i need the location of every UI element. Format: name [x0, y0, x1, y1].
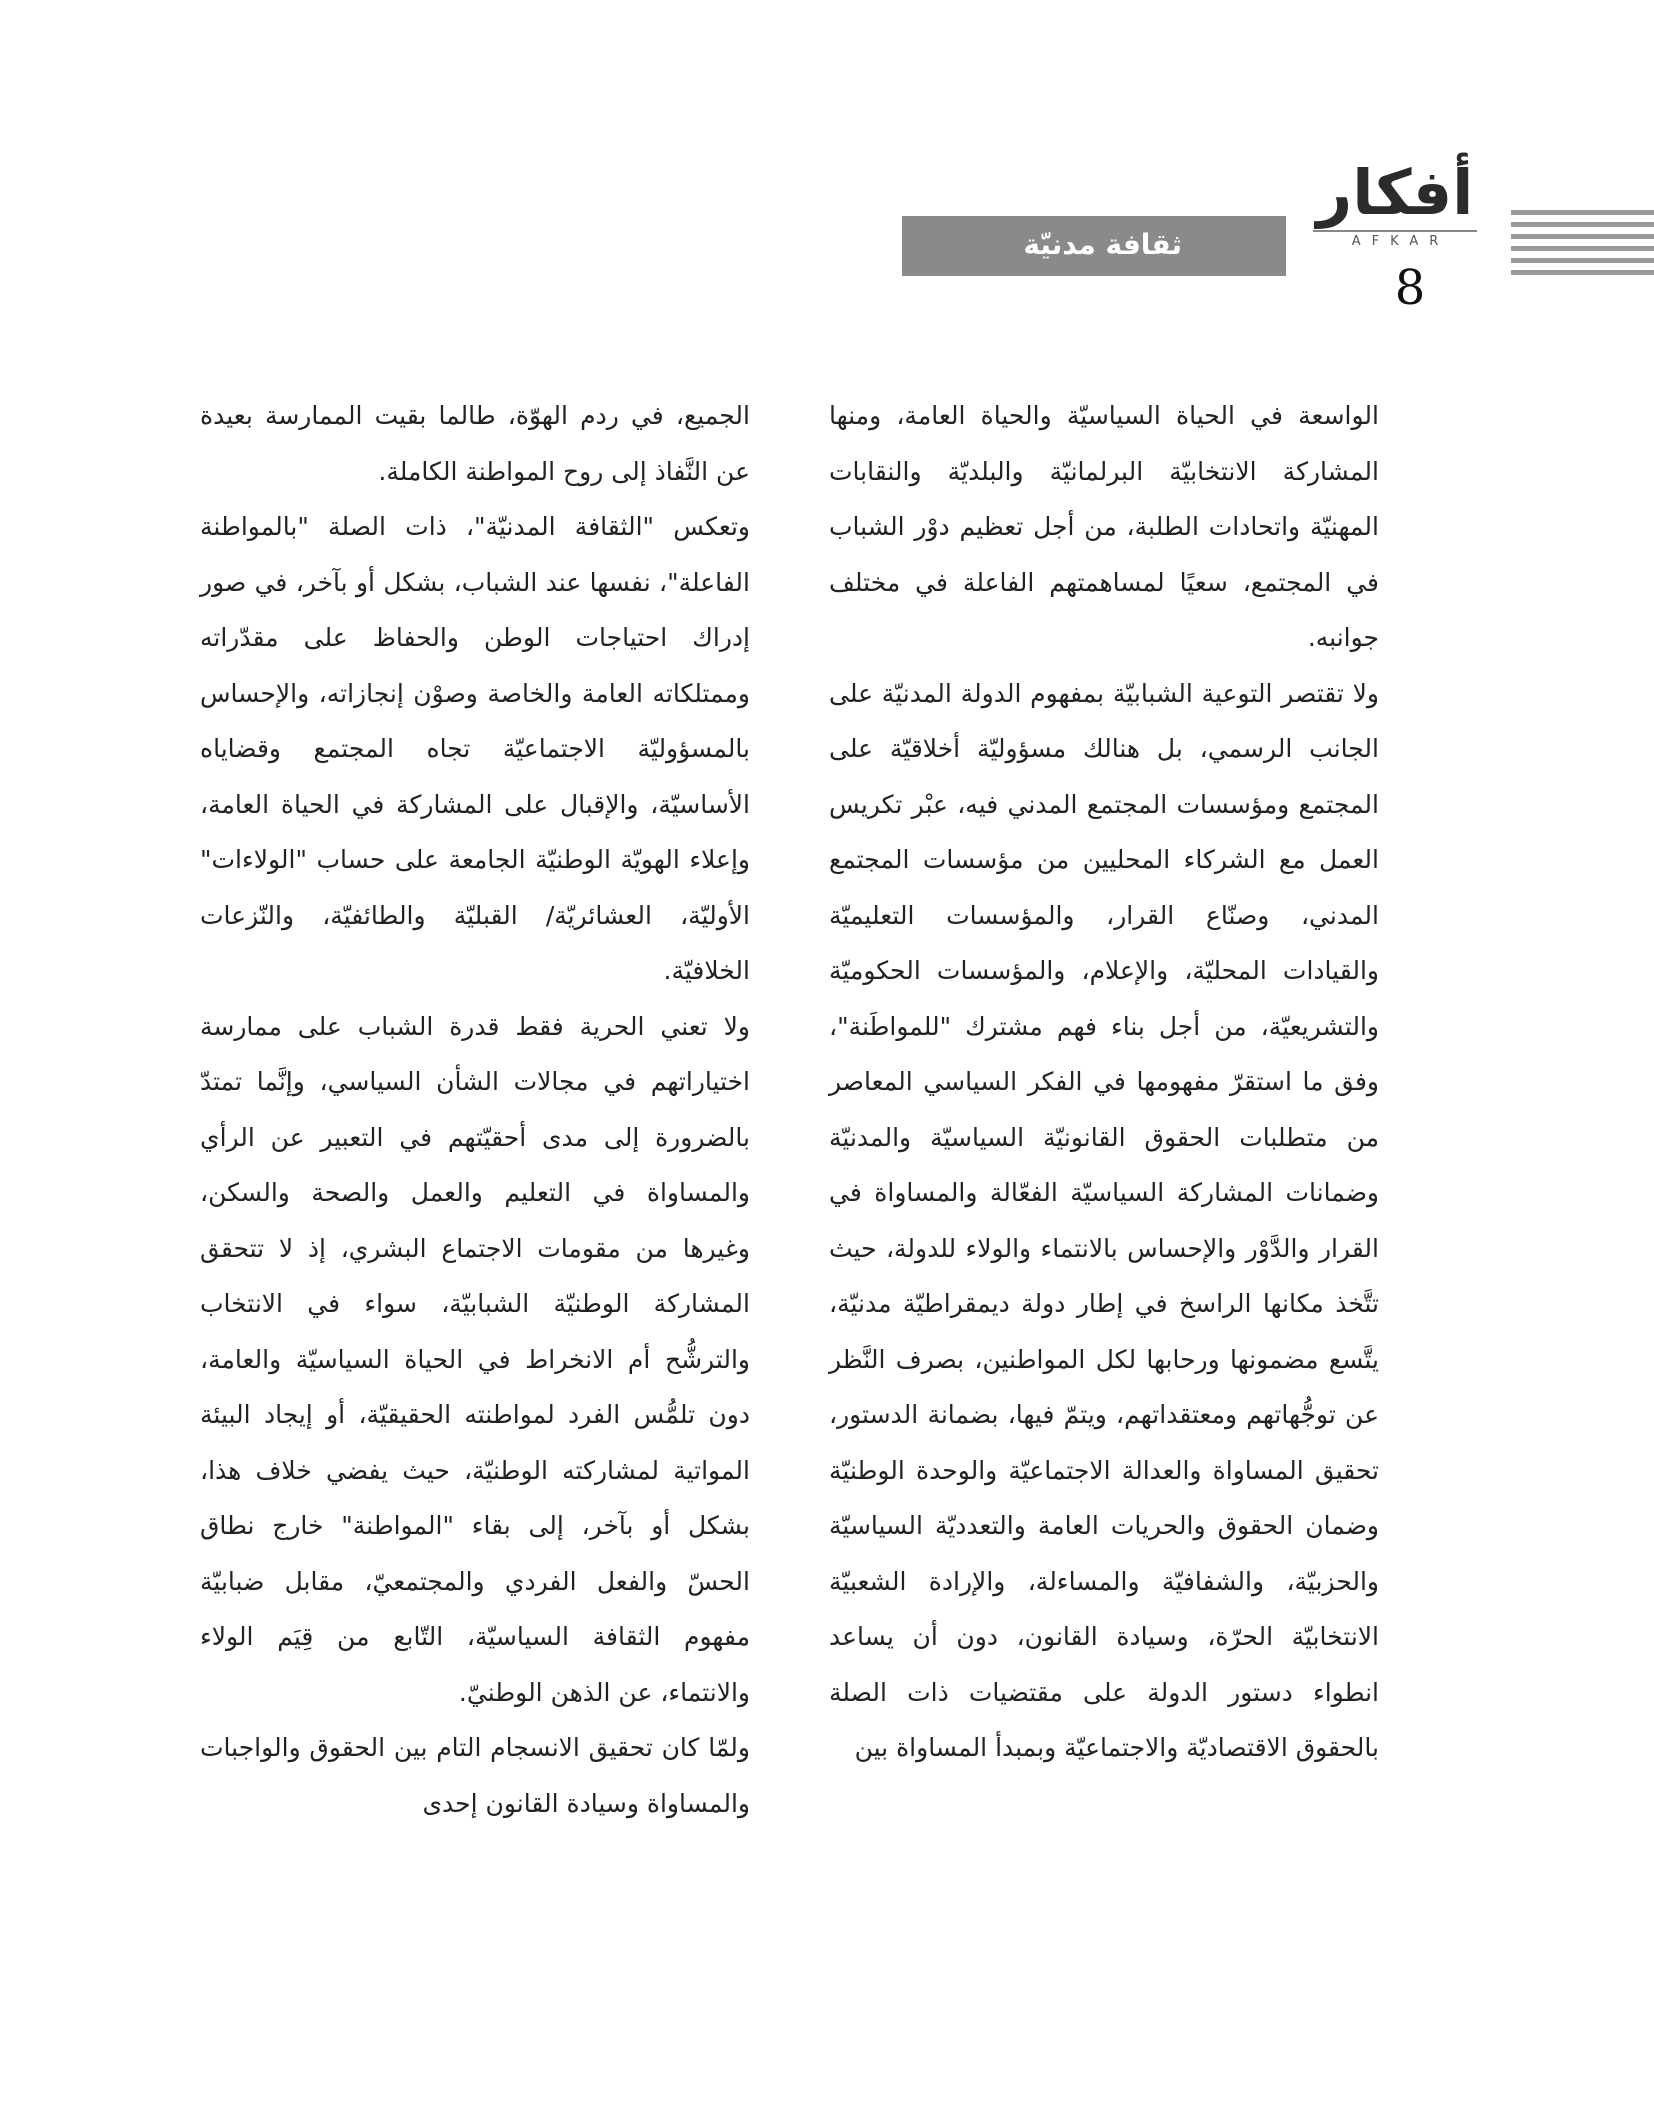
header-stripes	[1511, 210, 1654, 282]
paragraph: الواسعة في الحياة السياسيّة والحياة العامة، ومنها المشاركة الانتخابيّة البرلمانيّة والبلديّة والنقابات المهنيّة واتحادات الطلبة، من أجل تعظيم دوْر الشباب في المجتمع، سعيًا لمساهمتهم الفاعلة في مختلف جوانبه.	[829, 401, 1379, 652]
afkar-logo	[1305, 158, 1485, 250]
paragraph: ولمّا كان تحقيق الانسجام التام بين الحقوق والواجبات والمساواة وسيادة القانون إحدى	[200, 1733, 750, 1818]
paragraph: الجميع، في ردم الهوّة، طالما بقيت الممارسة بعيدة عن النَّفاذ إلى روح المواطنة الكاملة.	[200, 401, 750, 486]
paragraph: وتعكس "الثقافة المدنيّة"، ذات الصلة "بالمواطنة الفاعلة"، نفسها عند الشباب، بشكل أو بآخر، في صور إدراك احتياجات الوطن والحفاظ على مقدّراته وممتلكاته العامة والخاصة وصوْن إنجازاته، والإحساس بالمسؤوليّة الاجتماعيّة تجاه المجتمع وقضاياه الأساسيّة، والإقبال على المشاركة في الحياة العامة، وإعلاء الهويّة الوطنيّة الجامعة على حساب "الولاءات" الأوليّة، العشائريّة/ القبليّة والطائفيّة، والنّزعات الخلافيّة.	[200, 512, 750, 985]
paragraph: ولا تقتصر التوعية الشبابيّة بمفهوم الدولة المدنيّة على الجانب الرسمي، بل هنالك مسؤوليّة أخلاقيّة على المجتمع ومؤسسات المجتمع المدني فيه، عبْر تكريس العمل مع الشركاء المحليين من مؤسسات المجتمع المدني، وصنّاع القرار، والمؤسسات التعليميّة والقيادات المحليّة، والإعلام، والمؤسسات الحكوميّة والتشريعيّة، من أجل بناء فهم مشترك "للمواطَنة"، وفق ما استقرّ مفهومها في الفكر السياسي المعاصر من متطلبات الحقوق القانونيّة السياسيّة والمدنيّة وضمانات المشاركة السياسيّة الفعّالة والمساواة في القرار والدَّوْر والإحساس بالانتماء والولاء للدولة، حيث تتَّخذ مكانها الراسخ في إطار دولة ديمقراطيّة مدنيّة، يتَّسع مضمونها ورحابها لكل المواطنين، بصرف النَّظر عن توجُّهاتهم ومعتقداتهم، ويتمّ فيها، بضمانة الدستور، تحقيق المساواة والعدالة الاجتماعيّة والوحدة الوطنيّة وضمان الحقوق والحريات العامة والتعدديّة السياسيّة والحزبيّة، والشفافيّة والمساءلة، والإرادة الشعبيّة الانتخابيّة الحرّة، وسيادة القانون، دون أن يساعد انطواء دستور الدولة على مقتضيات ذات الصلة بالحقوق الاقتصاديّة والاجتماعيّة وبمبدأ المساواة بين	[829, 678, 1379, 1762]
article-column-left	[200, 388, 750, 1831]
logo-latin: AFKAR	[1351, 234, 1450, 249]
section-title: ثقافة مدنيّة	[902, 216, 1286, 276]
page-number: 8	[1394, 260, 1426, 316]
logo-arabic: أفكار	[1316, 156, 1474, 229]
paragraph: ولا تعني الحرية فقط قدرة الشباب على ممارسة اختياراتهم في مجالات الشأن السياسي، وإنَّما تمتدّ بالضرورة إلى مدى أحقيّتهم في التعبير عن الرأي والمساواة في التعليم والعمل والصحة والسكن، وغيرها من مقومات الاجتماع البشري، إذ لا تتحقق المشاركة الوطنيّة الشبابيّة، سواء في الانتخاب والترشُّح أم الانخراط في الحياة السياسيّة والعامة، دون تلمُّس الفرد لمواطنته الحقيقيّة، أو إيجاد البيئة المواتية لمشاركته الوطنيّة، حيث يفضي خلاف هذا، بشكل أو بآخر، إلى بقاء "المواطنة" خارج نطاق الحسّ والفعل الفردي والمجتمعيّ، مقابل ضبابيّة مفهوم الثقافة السياسيّة، التّابع من قِيَم الولاء والانتماء، عن الذهن الوطنيّ.	[200, 1011, 750, 1707]
article-column-right	[829, 388, 1379, 1776]
